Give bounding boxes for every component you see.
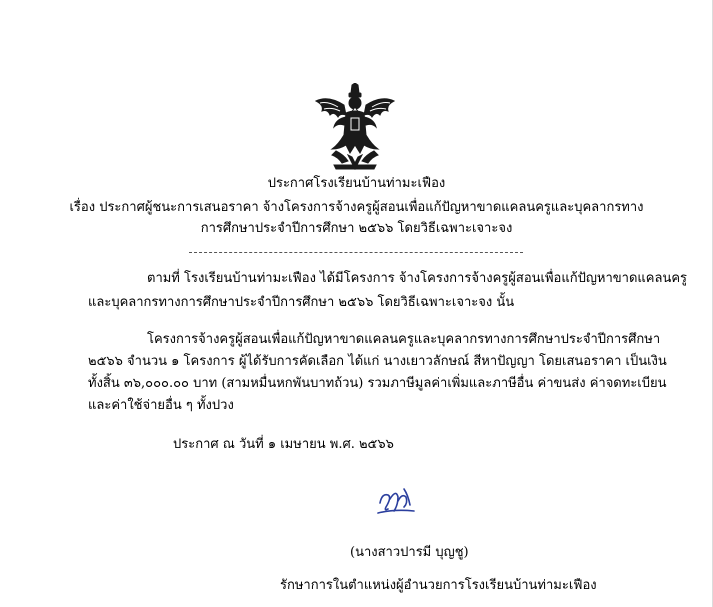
signatory-name: (นางสาวปารมี บุญชู)	[350, 545, 469, 560]
paragraph-1-line-2: และบุคลากรทางการศึกษาประจำปีการศึกษา ๒๕๖๖ โดยวิธีเฉพาะเจาะจง นั้น	[88, 295, 515, 310]
paragraph-2-line-4: และค่าใช้จ่ายอื่น ๆ ทั้งปวง	[88, 398, 234, 413]
paragraph-2-line-1: โครงการจ้างครูผู้สอนเพื่อแก้ปัญหาขาดแคลนครูและบุคลากรทางการศึกษาประจำปีการศึกษา	[147, 332, 661, 347]
dashed-divider	[189, 252, 523, 253]
paragraph-2-line-3: ทั้งสิ้น ๓๖,๐๐๐.๐๐ บาท (สามหมื่นหกพันบาทถ้วน) รวมภาษีมูลค่าเพิ่มและภาษีอื่น ค่าขนส่ง ค่าจดทะเบียน	[88, 376, 667, 391]
paragraph-2	[88, 329, 667, 417]
signature-image	[374, 485, 418, 515]
paragraph-1-line-1: ตามที่ โรงเรียนบ้านท่ามะเฟือง ได้มีโครงการ จ้างโครงการจ้างครูผู้สอนเพื่อแก้ปัญหาขาดแคลนครู	[147, 271, 688, 286]
subject-line-1: เรื่อง ประกาศผู้ชนะการเสนอราคา จ้างโครงการจ้างครูผู้สอนเพื่อแก้ปัญหาขาดแคลนครูและบุคลากรทาง	[69, 200, 644, 215]
paragraph-2-line-2: ๒๕๖๖ จำนวน ๑ โครงการ ผู้ได้รับการคัดเลือก ได้แก่ นางเยาวลักษณ์ สีหาปัญญา โดยเสนอราคา เป็นเงิน	[88, 354, 667, 369]
subject-line-2: การศึกษาประจำปีการศึกษา ๒๕๖๖ โดยวิธีเฉพาะเจาะจง	[200, 221, 513, 236]
paragraph-1	[88, 267, 687, 315]
announcement-date: ประกาศ ณ วันที่ ๑ เมษายน พ.ศ. ๒๕๖๖	[173, 437, 394, 452]
garuda-emblem	[314, 83, 396, 171]
signatory-position: รักษาการในตำแหน่งผู้อำนวยการโรงเรียนบ้านท่ามะเฟือง	[280, 578, 597, 593]
office-title: ประกาศโรงเรียนบ้านท่ามะเฟือง	[267, 176, 446, 191]
